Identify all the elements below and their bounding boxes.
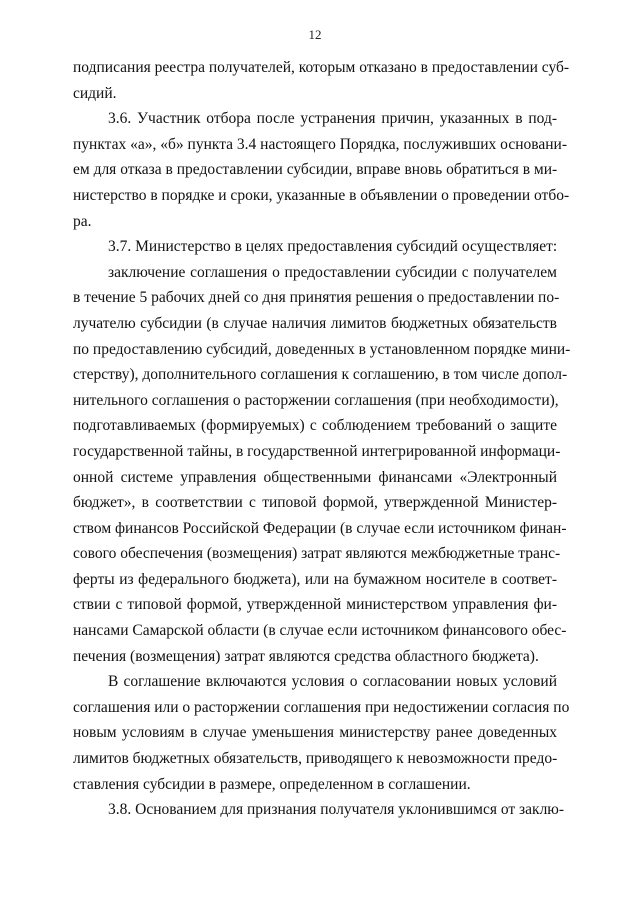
text-line: нистерство в порядке и сроки, указанные в объявлении о проведении отбо-: [73, 186, 570, 204]
text-line: 3.6. Участник отбора после устранения причин, указанных в под-: [108, 110, 557, 128]
paragraph: [73, 55, 570, 106]
text-line: бюджет», в соответствии с типовой формой, утвержденной Министер-: [73, 494, 557, 512]
text-line: 3.7. Министерство в целях предоставления субсидий осуществляет:: [108, 238, 558, 256]
text-line: нительного соглашения о расторжении соглашения (при необходимости),: [73, 391, 559, 409]
paragraph: [73, 106, 570, 234]
text-line: сидий.: [73, 84, 117, 102]
text-line: онной системе управления общественными финансами «Электронный: [73, 468, 557, 486]
text-line: печения (возмещения) затрат являются средства областного бюджета).: [73, 647, 539, 665]
text-line: ставления субсидии в размере, определенном в соглашении.: [73, 775, 471, 793]
text-line: ра.: [73, 212, 92, 230]
paragraph: [73, 234, 557, 260]
text-line: стерству), дополнительного соглашения к соглашению, в том числе допол-: [73, 366, 568, 384]
text-line: лучателю субсидии (в случае наличия лимитов бюджетных обязательств: [73, 314, 557, 332]
text-line: соглашения или о расторжении соглашения при недостижении согласия по: [73, 698, 570, 716]
text-line: новым условиям в случае уменьшения министерству ранее доведенных: [73, 724, 557, 742]
text-line: 3.8. Основанием для признания получателя уклонившимся от заклю-: [108, 801, 565, 819]
paragraph: [73, 260, 571, 670]
text-line: ствии с типовой формой, утвержденной министерством управления фи-: [73, 596, 557, 614]
text-line: сового обеспечения (возмещения) затрат являются межбюджетные транс-: [73, 545, 561, 563]
text-line: заключение соглашения о предоставлении субсидии с получателем: [108, 263, 557, 281]
text-line: пунктах «а», «б» пункта 3.4 настоящего Порядка, послуживших основани-: [73, 135, 567, 153]
page-number: 12: [308, 27, 322, 42]
text-line: подготавливаемых (формируемых) с соблюдением требований о защите: [73, 417, 557, 435]
paragraph: [73, 669, 570, 797]
text-line: в течение 5 рабочих дней со дня принятия решения о предоставлении по-: [73, 289, 560, 307]
text-line: ферты из федерального бюджета), или на бумажном носителе в соответ-: [73, 570, 557, 588]
document-body: [73, 55, 571, 823]
text-line: В соглашение включаются условия о согласовании новых условий: [108, 673, 557, 691]
text-line: по предоставлению субсидий, доведенных в установленном порядке мини-: [73, 340, 571, 358]
text-line: лимитов бюджетных обязательств, приводящего к невозможности предо-: [73, 750, 558, 768]
text-line: ем для отказа в предоставлении субсидии, вправе вновь обратиться в ми-: [73, 161, 558, 179]
text-line: государственной тайны, в государственной интегрированной информаци-: [73, 442, 561, 460]
text-line: нансами Самарской области (в случае если источником финансового обес-: [73, 622, 567, 640]
text-line: подписания реестра получателей, которым отказано в предоставлении суб-: [73, 59, 570, 76]
text-line: ством финансов Российской Федерации (в случае если источником финан-: [73, 519, 567, 537]
paragraph: [73, 797, 565, 823]
